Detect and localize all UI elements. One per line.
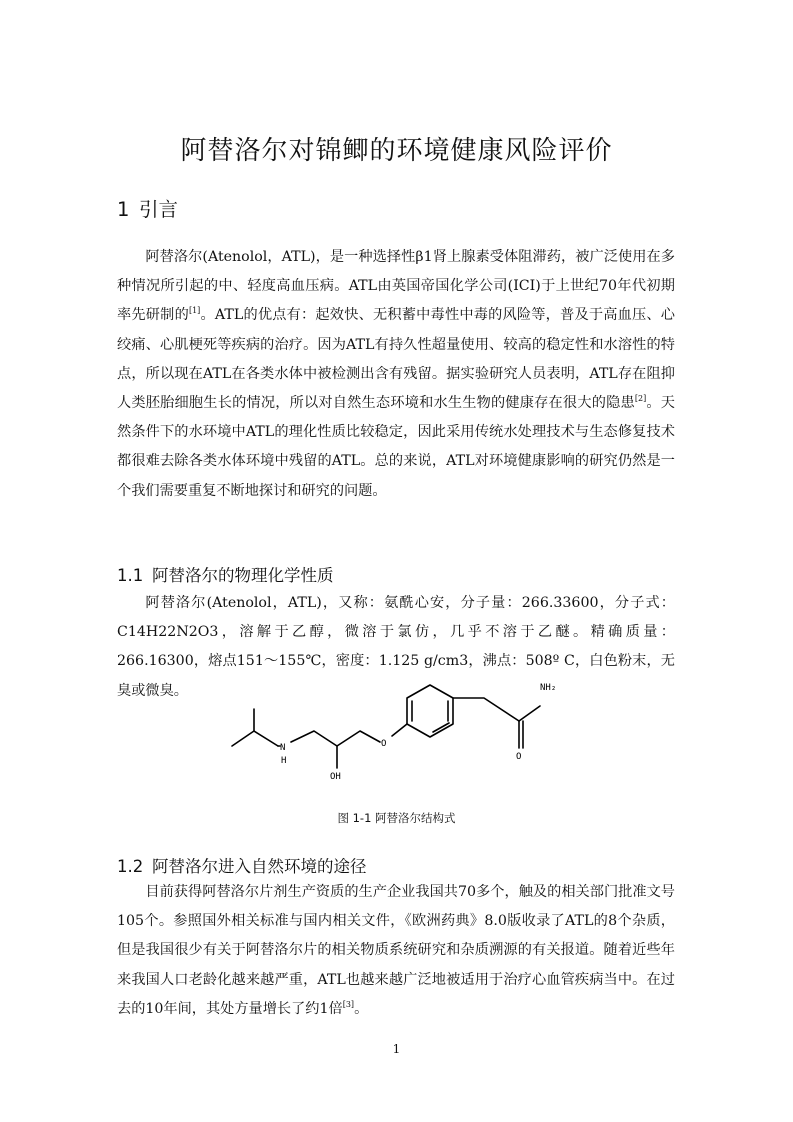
ether-oxygen-label: O [381,739,387,749]
text-run: 目前获得阿替洛尔片剂生产资质的生产企业我国共70多个，触及的相关部门批准文号105个。参照国外相关标准与国内相关文件，《欧洲药典》8.0版收录了ATL的8个杂质，但是我国很少有关于阿替洛尔片的相关物质系统研究和杂质溯源的有关报道。随着近些年来我国人口老龄化越来越严重，ATL也越来越广泛地被适用于治疗心血管疾病当中。在过去的10年间，其处方量增长了约1倍 [117,884,675,1017]
section-title: 引言 [139,198,179,221]
amine-group-label: NH₂ [540,683,557,693]
carbonyl-oxygen-label: O [516,752,522,762]
section-number: 1.2 [117,857,144,876]
section-heading-pathways [117,853,367,877]
section-number: 1.1 [117,566,144,585]
citation-ref: [1] [188,306,201,316]
hydrogen-atom-label: H [281,756,287,766]
page-title: 阿替洛尔对锦鲫的环境健康风险评价 [180,136,613,166]
properties-paragraph: 阿替洛尔(Atenolol，ATL)，又称：氨酰心安，分子量：266.33600，分子式：C14H22N2O3，溶解于乙醇，微溶于氯仿，几乎不溶于乙醚。精确质量：266.16300，熔点151～155℃，密度：1.125 g/cm3，沸点：508º C，白色粉末，无臭或微臭。 [117,595,675,699]
section-number: 1 [117,198,130,221]
text-run: 阿替洛尔(Atenolol，ATL)，是一种选择性β1肾上腺素受体阻滞药，被广泛使用在多种情况所引起的中、轻度高血压病。ATL由英国帝国化学公司(ICI)于上世纪70年代初期率先研制的 [117,249,675,324]
section-title: 阿替洛尔进入自然环境的途径 [152,857,367,876]
figure-caption: 图 1-1 阿替洛尔结构式 [337,811,456,825]
intro-paragraph [117,243,675,506]
section-heading-properties [117,562,334,586]
text-run: 。天然条件下的水环境中ATL的理化性质比较稳定，因此采用传统水处理技术与生态修复技术都很难去除各类水体环境中残留的ATL。总的来说，ATL对环境健康影响的研究仍然是一个我们需要重复不断地探讨和研究的问题。 [117,395,675,499]
text-run: 。ATL的优点有：起效快、无积蓄中毒性中毒的风险等，普及于高血压、心绞痛、心肌梗死等疾病的治疗。因为ATL有持久性超量使用、较高的稳定性和水溶性的特点，所以现在ATL在各类水体中被检测出含有残留。据实验研究人员表明，ATL存在阻抑人类胚胎细胞生长的情况，所以对自然生态环境和水生生物的健康存在很大的隐患 [117,307,675,412]
section-heading-intro [117,194,178,222]
atenolol-structure-figure [222,676,582,791]
hydroxyl-label: OH [330,772,341,782]
citation-ref: [3] [342,999,355,1009]
nitrogen-atom-label: N [280,743,286,753]
pathways-paragraph [117,878,675,1024]
citation-ref: [2] [634,394,647,404]
page-number: 1 [392,1042,401,1056]
section-title: 阿替洛尔的物理化学性质 [152,566,334,585]
text-run: 。 [354,1000,369,1017]
